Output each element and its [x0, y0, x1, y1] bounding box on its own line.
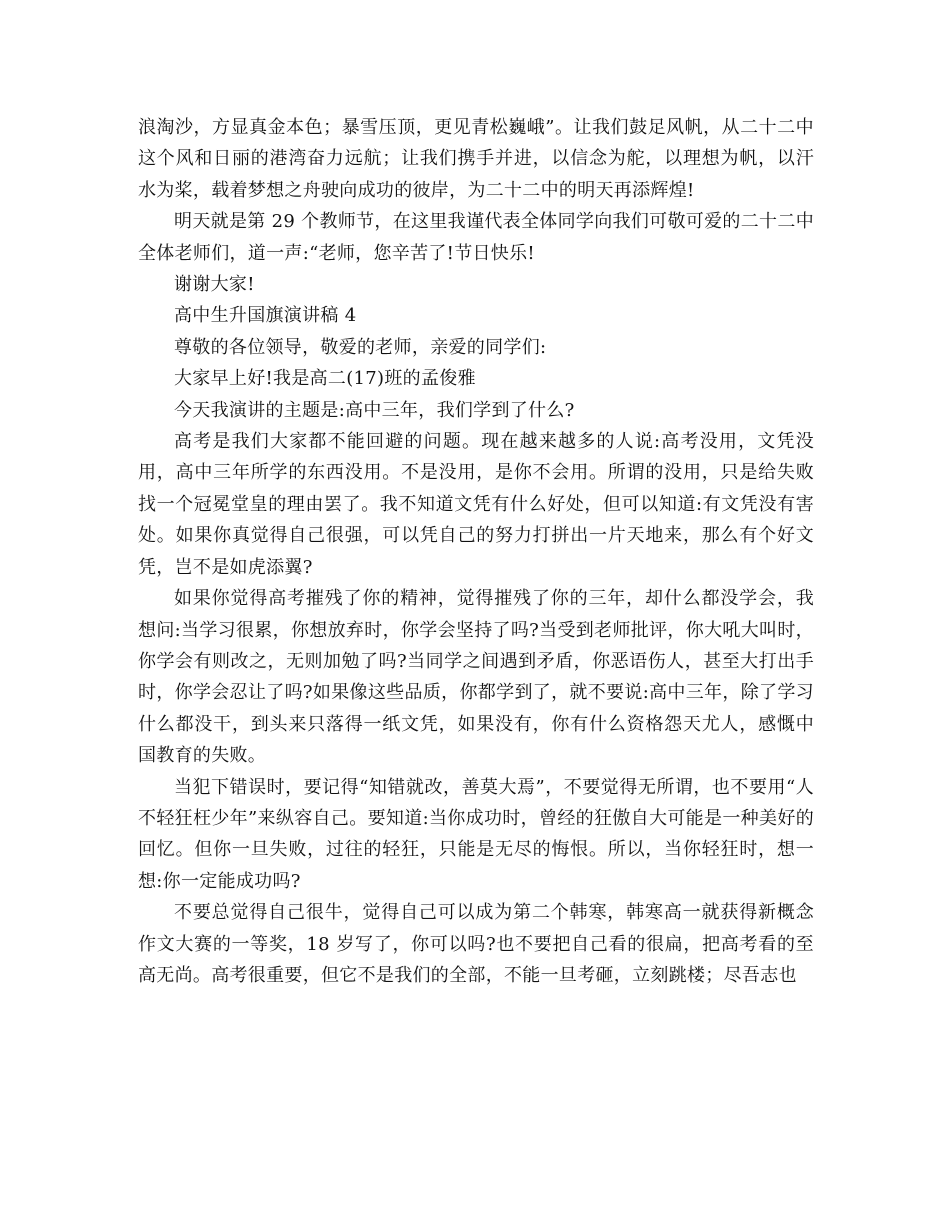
paragraph-8: 高考是我们大家都不能回避的问题。现在越来越多的人说:高考没用，文凭没用，高中三年所学的东西没用。不是没用，是你不会用。所谓的没用，只是给失败找一个冠冕堂皇的理由罢了。我不知道文凭有什么好处，但可以知道:有文凭没有害处。如果你真觉得自己很强，可以凭自己的努力打拼出一片天地来，那么有个好文凭，岂不是如虎添翼? [138, 431, 814, 578]
document-page [138, 112, 814, 991]
paragraph-10: 当犯下错误时，要记得“知错就改，善莫大焉”，不要觉得无所谓，也不要用“人不轻狂枉少年”来纵容自己。要知道:当你成功时，曾经的狂傲自大可能是一种美好的回忆。但你一旦失败，过往的轻狂，只能是无尽的悔恨。所以，当你轻狂时，想一想:你一定能成功吗? [138, 776, 814, 892]
paragraph-9: 如果你觉得高考摧残了你的精神，觉得摧残了你的三年，却什么都没学会，我想问:当学习很累，你想放弃时，你学会坚持了吗?当受到老师批评，你大吼大叫时，你学会有则改之，无则加勉了吗?当同学之间遇到矛盾，你恶语伤人，甚至大打出手时，你学会忍让了吗?如果像这些品质，你都学到了，就不要说:高中三年，除了学习什么都没干，到头来只落得一纸文凭，如果没有，你有什么资格怨天尤人，感慨中国教育的失败。 [138, 588, 814, 767]
paragraph-topic: 今天我演讲的主题是:高中三年，我们学到了什么? [174, 399, 575, 421]
paragraph-3: 谢谢大家! [174, 274, 255, 296]
paragraph-11: 不要总觉得自己很牛，觉得自己可以成为第二个韩寒，韩寒高一就获得新概念作文大赛的一等奖，18 岁写了，你可以吗?也不要把自己看的很扁，把高考看的至高无尚。高考很重要，但它不是我们的全部，不能一旦考砸，立刻跳楼；尽吾志也 [138, 902, 814, 986]
paragraph-1: 浪淘沙，方显真金本色；暴雪压顶，更见青松巍峨”。让我们鼓足风帆，从二十二中这个风和日丽的港湾奋力远航；让我们携手并进，以信念为舵，以理想为帆，以汗水为桨，载着梦想之舟驶向成功的彼岸，为二十二中的明天再添辉煌! [138, 117, 814, 201]
paragraph-2: 明天就是第 29 个教师节，在这里我谨代表全体同学向我们可敬可爱的二十二中全体老师们，道一声:“老师，您辛苦了!节日快乐! [138, 211, 814, 264]
section-title: 高中生升国旗演讲稿 4 [174, 305, 357, 327]
paragraph-salutation: 尊敬的各位领导，敬爱的老师，亲爱的同学们: [174, 336, 547, 358]
paragraph-greeting: 大家早上好!我是高二(17)班的孟俊雅 [174, 368, 476, 390]
